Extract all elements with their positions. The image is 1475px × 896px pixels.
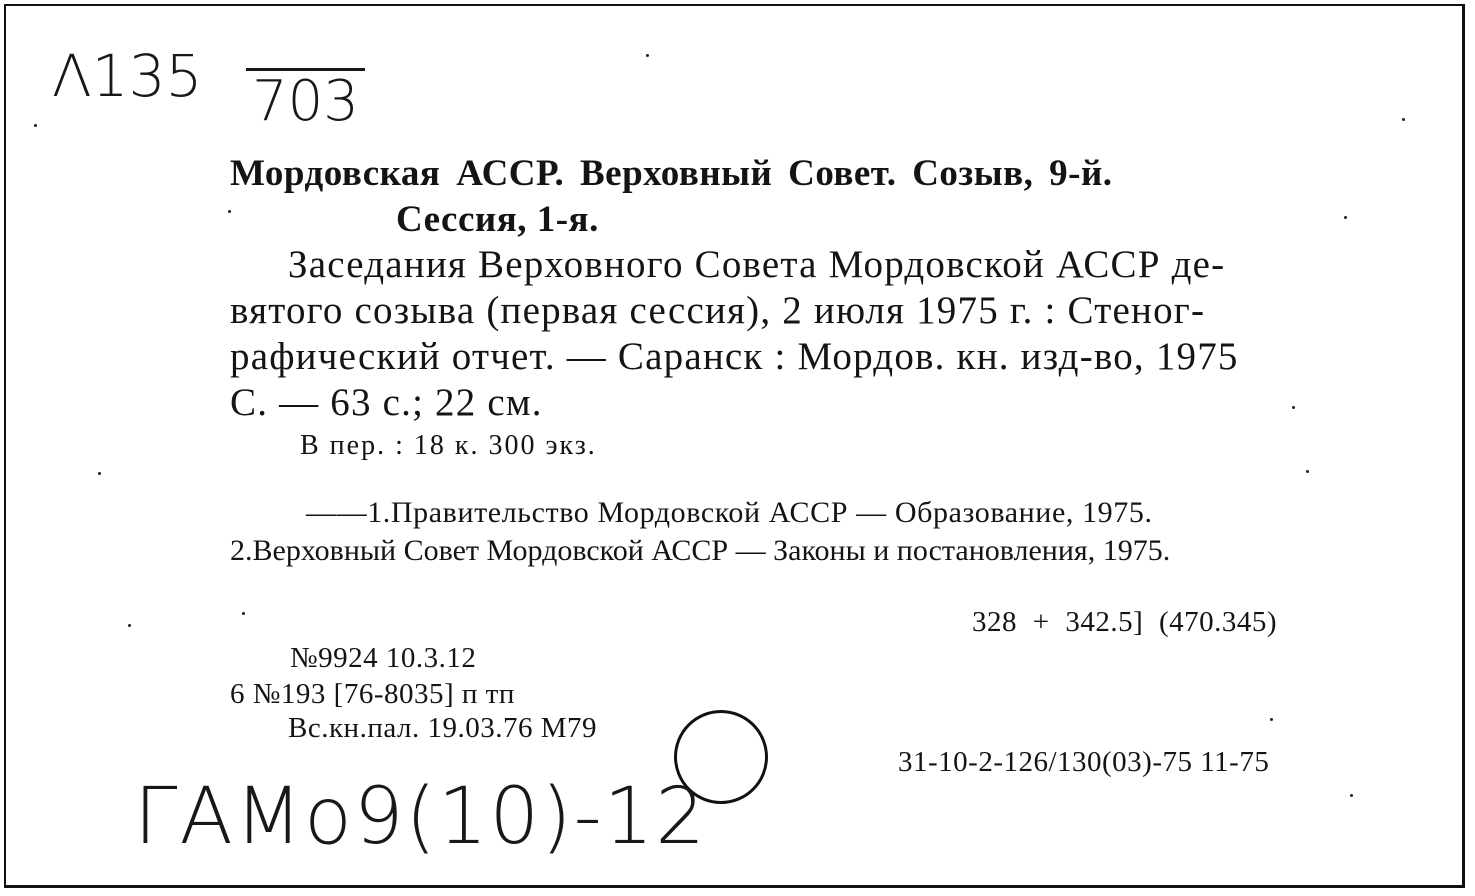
- speck: [98, 472, 101, 475]
- speck: [646, 54, 649, 57]
- speck: [242, 612, 245, 615]
- speck: [128, 624, 131, 627]
- card-heading-line2: Сессия, 1-я.: [396, 199, 599, 240]
- title-line-3: рафический отчет. — Саранск : Мордов. кн. изд-во, 1975: [230, 335, 1239, 378]
- handwritten-shelfmark: Λ135: [52, 42, 203, 110]
- speck: [1270, 718, 1273, 721]
- handwritten-archive-code: ГАМо9(10)-12: [134, 772, 707, 862]
- title-line-4: С. — 63 с.; 22 см.: [230, 381, 543, 424]
- title-line-2: вятого созыва (первая сессия), 2 июля 1975 г. : Стеног-: [230, 289, 1206, 332]
- record-number: №9924 10.3.12: [290, 642, 477, 674]
- speck: [34, 124, 37, 127]
- speck: [1350, 794, 1353, 797]
- classification-index: 328 + 342.5] (470.345): [972, 606, 1278, 638]
- title-line-1: Заседания Верховного Совета Мордовской АССР де-: [288, 243, 1226, 286]
- speck: [1306, 470, 1309, 473]
- subject-heading-1: ——1.Правительство Мордовской АССР — Образование, 1975.: [306, 496, 1153, 529]
- subject-heading-2: 2.Верховный Совет Мордовской АССР — Законы и постановления, 1975.: [230, 534, 1171, 567]
- handwritten-number: 703: [246, 68, 365, 133]
- speck: [1292, 406, 1295, 409]
- catalog-card: [4, 4, 1465, 888]
- order-line: 6 №193 [76-8035] п тп: [230, 678, 515, 710]
- chamber-line: Вс.кн.пал. 19.03.76 М79: [288, 712, 597, 744]
- catalog-code: 31-10-2-126/130(03)-75 11-75: [898, 746, 1270, 778]
- card-heading-line1: Мордовская АССР. Верховный Совет. Созыв, 9-й.: [230, 153, 1113, 194]
- speck: [228, 210, 231, 213]
- price-line: В пер. : 18 к. 300 экз.: [300, 430, 597, 461]
- speck: [1402, 118, 1405, 121]
- speck: [1344, 216, 1347, 219]
